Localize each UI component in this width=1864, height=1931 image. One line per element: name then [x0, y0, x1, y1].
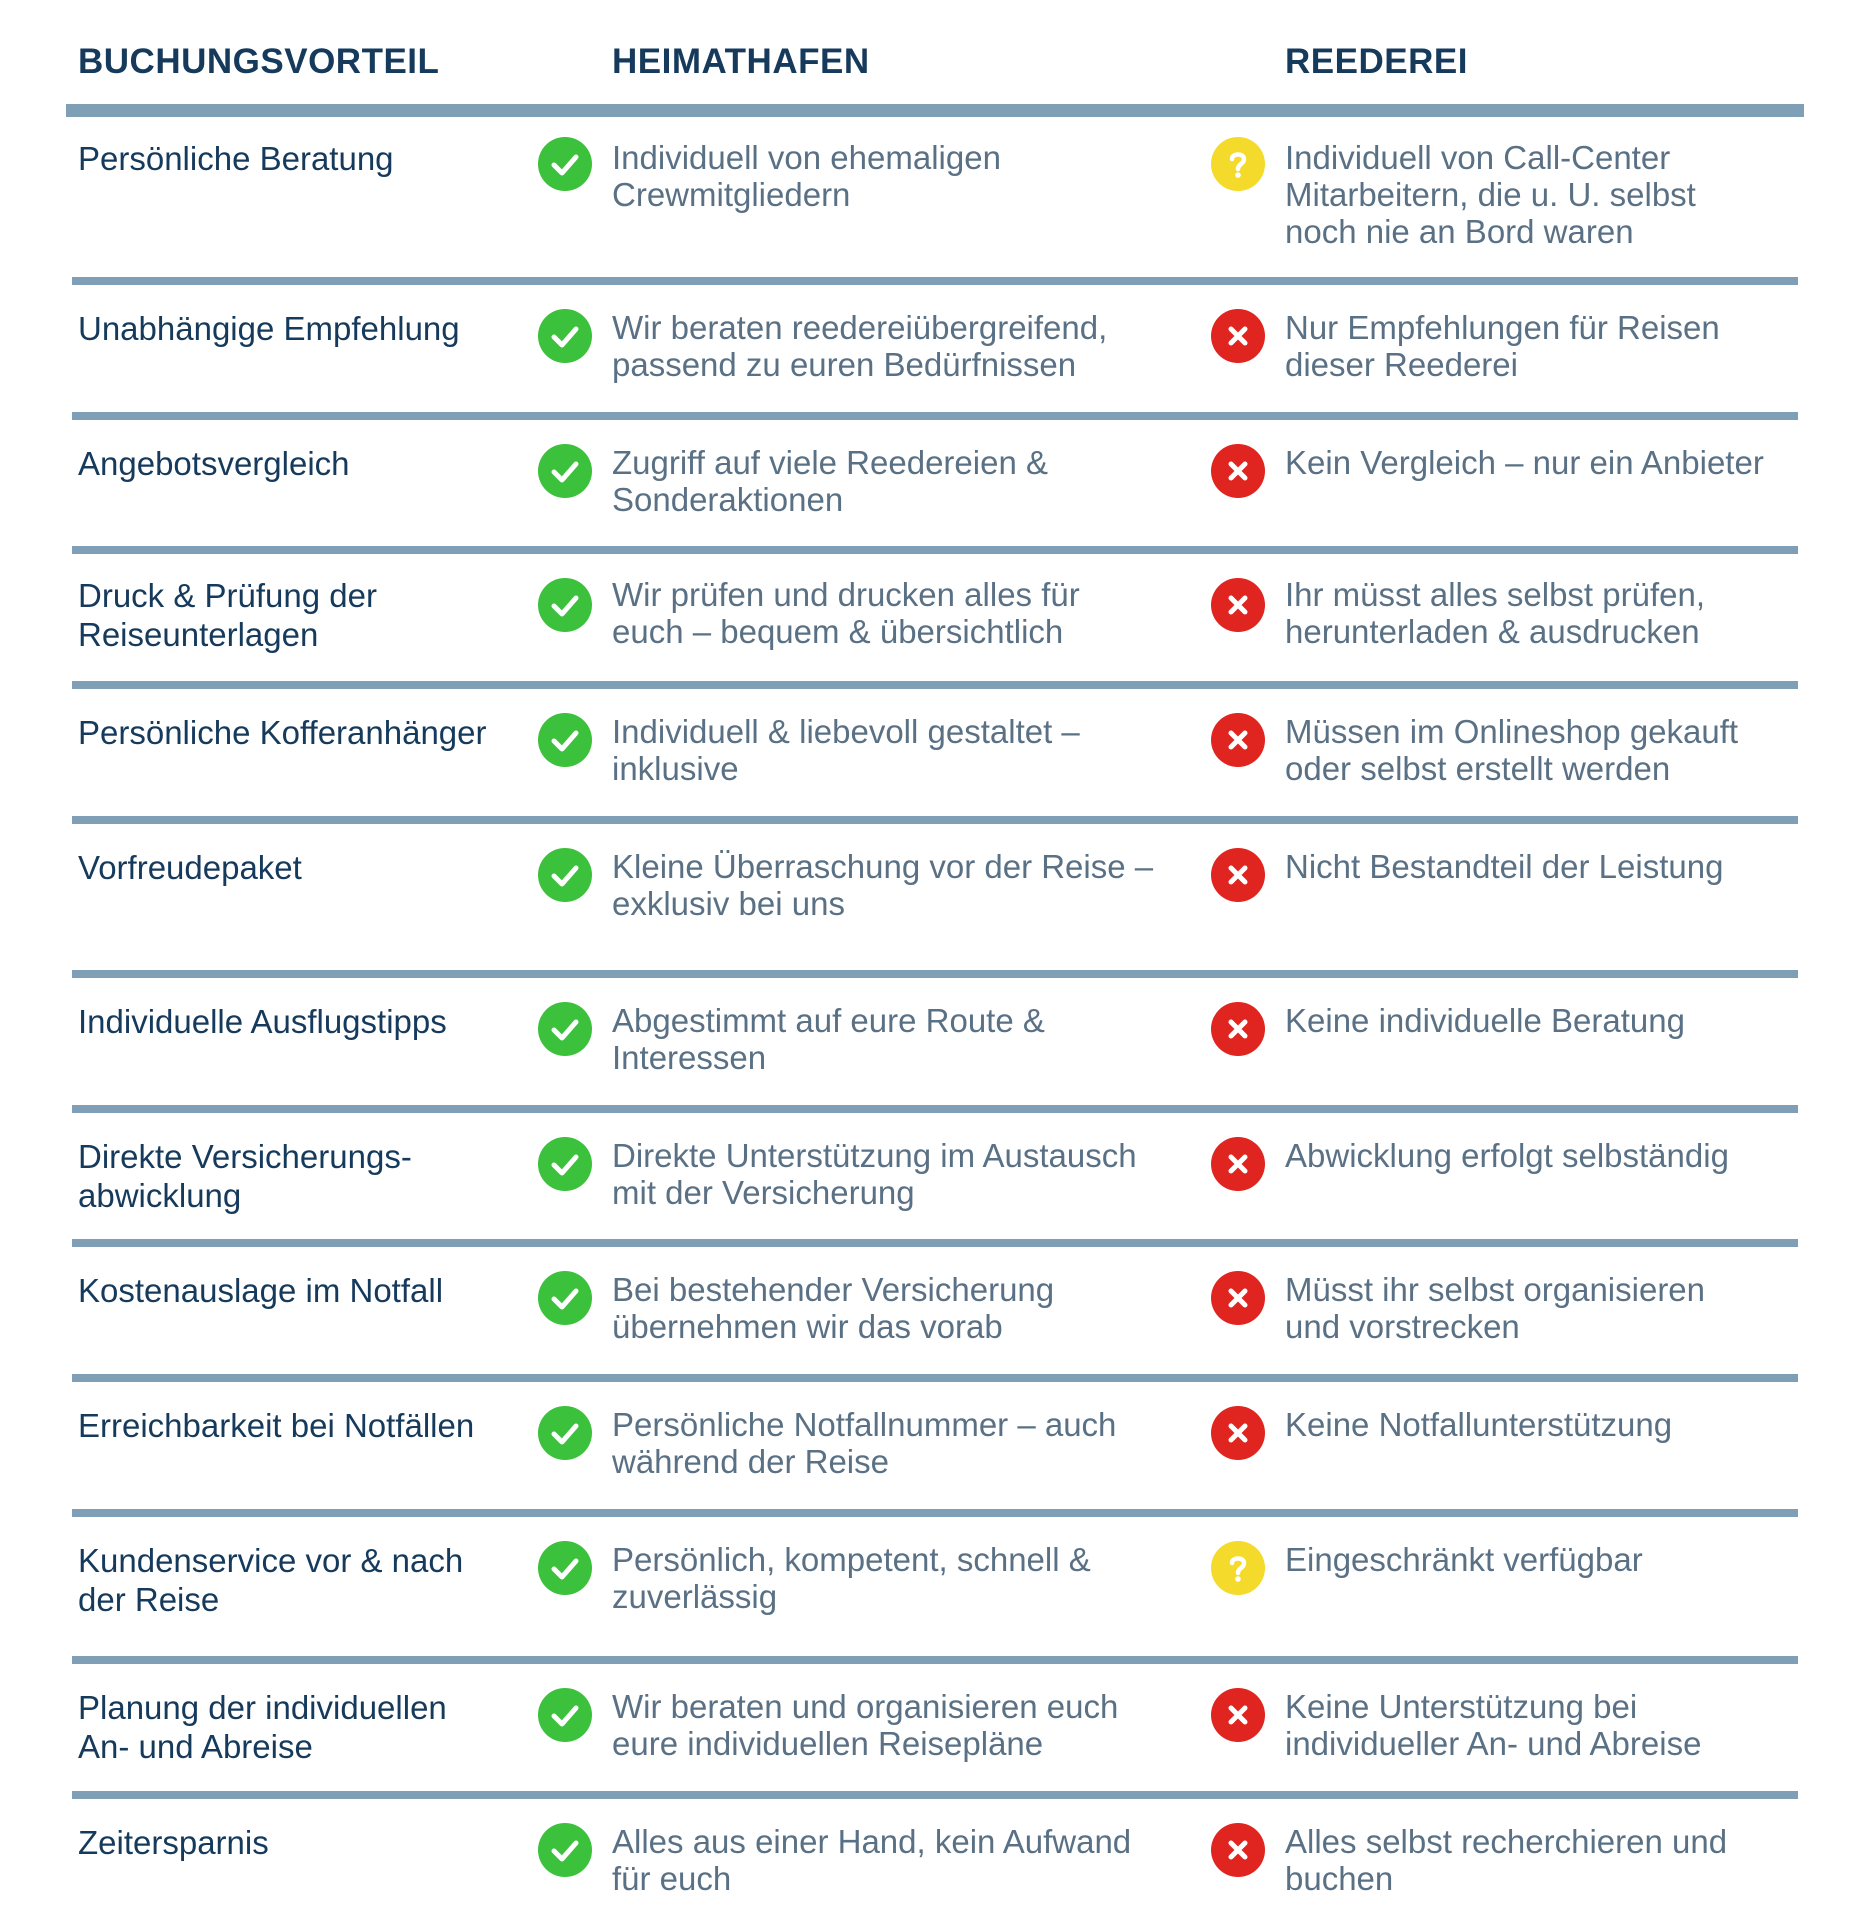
- reederei-description-line: Mitarbeitern, die u. U. selbst: [1285, 176, 1696, 213]
- benefit-label-line: Reiseunterlagen: [78, 616, 319, 653]
- heimathafen-description-line: Wir beraten reedereiübergreifend,: [612, 309, 1108, 346]
- reederei-description-line: Individuell von Call-Center: [1285, 139, 1671, 176]
- heimathafen-description-line: Zugriff auf viele Reedereien &: [612, 444, 1048, 481]
- table-header: [66, 0, 1804, 104]
- table-row: [72, 1517, 1798, 1664]
- benefit-label-line: Erreichbarkeit bei Notfällen: [78, 1407, 475, 1444]
- question-icon: [1211, 1541, 1265, 1595]
- check-icon: [538, 1137, 592, 1191]
- benefit-label: [78, 1137, 518, 1215]
- heimathafen-description-line: Wir beraten und organisieren euch: [612, 1688, 1119, 1725]
- question-icon: [1211, 137, 1265, 191]
- cross-icon: [1211, 713, 1265, 767]
- heimathafen-description: [612, 576, 1172, 650]
- reederei-description: [1285, 1406, 1805, 1443]
- heimathafen-description-line: euch – bequem & übersichtlich: [612, 613, 1064, 650]
- benefit-label-line: Persönliche Kofferanhänger: [78, 714, 487, 751]
- heimathafen-description-line: Abgestimmt auf eure Route &: [612, 1002, 1045, 1039]
- heimathafen-description: [612, 1406, 1172, 1480]
- cross-icon: [1211, 1688, 1265, 1742]
- reederei-description-line: oder selbst erstellt werden: [1285, 750, 1671, 787]
- benefit-label: [78, 1823, 518, 1862]
- benefit-label-line: abwicklung: [78, 1177, 242, 1214]
- table-row: [72, 1247, 1798, 1382]
- reederei-description-line: Keine individuelle Beratung: [1285, 1002, 1685, 1039]
- heimathafen-description: [612, 309, 1172, 383]
- header-heimathafen: HEIMATHAFEN: [612, 42, 870, 81]
- reederei-description-line: Eingeschränkt verfügbar: [1285, 1541, 1643, 1578]
- heimathafen-description-line: Kleine Überraschung vor der Reise –: [612, 848, 1154, 885]
- check-icon: [538, 1406, 592, 1460]
- benefit-label-line: Kostenauslage im Notfall: [78, 1272, 444, 1309]
- table-row: [72, 1113, 1798, 1247]
- reederei-description-line: Alles selbst recherchieren und: [1285, 1823, 1728, 1860]
- reederei-description: [1285, 309, 1805, 383]
- benefit-label-line: Persönliche Beratung: [78, 140, 394, 177]
- benefit-label-line: Zeitersparnis: [78, 1824, 269, 1861]
- heimathafen-description-line: exklusiv bei uns: [612, 885, 845, 922]
- reederei-description: [1285, 713, 1805, 787]
- check-icon: [538, 1688, 592, 1742]
- heimathafen-description: [612, 1002, 1172, 1076]
- cross-icon: [1211, 1271, 1265, 1325]
- heimathafen-description-line: Bei bestehender Versicherung: [612, 1271, 1055, 1308]
- heimathafen-description: [612, 1541, 1172, 1615]
- check-icon: [538, 444, 592, 498]
- table-row: [72, 978, 1798, 1113]
- check-icon: [538, 309, 592, 363]
- benefit-label: [78, 713, 518, 752]
- heimathafen-description: [612, 713, 1172, 787]
- benefit-label-line: Individuelle Ausflugstipps: [78, 1003, 447, 1040]
- reederei-description-line: noch nie an Bord waren: [1285, 213, 1634, 250]
- benefit-label: [78, 848, 518, 887]
- benefit-label-line: Planung der individuellen: [78, 1689, 447, 1726]
- heimathafen-description-line: Direkte Unterstützung im Austausch: [612, 1137, 1137, 1174]
- reederei-description: [1285, 1002, 1805, 1039]
- benefit-label: [78, 1541, 518, 1619]
- reederei-description: [1285, 139, 1805, 250]
- heimathafen-description-line: inklusive: [612, 750, 739, 787]
- check-icon: [538, 1002, 592, 1056]
- cross-icon: [1211, 1406, 1265, 1460]
- heimathafen-description-line: passend zu euren Bedürfnissen: [612, 346, 1077, 383]
- reederei-description: [1285, 1688, 1805, 1762]
- heimathafen-description-line: während der Reise: [612, 1443, 889, 1480]
- benefit-label-line: Druck & Prüfung der: [78, 577, 377, 614]
- cross-icon: [1211, 444, 1265, 498]
- table-row: [72, 117, 1798, 285]
- header-divider: [66, 104, 1804, 117]
- benefit-label: [78, 1271, 518, 1310]
- reederei-description-line: herunterladen & ausdrucken: [1285, 613, 1700, 650]
- table-body: [66, 117, 1804, 1931]
- reederei-description-line: und vorstrecken: [1285, 1308, 1520, 1345]
- reederei-description-line: Abwicklung erfolgt selbständig: [1285, 1137, 1729, 1174]
- heimathafen-description: [612, 139, 1172, 213]
- benefit-label: [78, 1002, 518, 1041]
- heimathafen-description-line: eure individuellen Reisepläne: [612, 1725, 1044, 1762]
- reederei-description-line: individueller An- und Abreise: [1285, 1725, 1702, 1762]
- heimathafen-description: [612, 848, 1172, 922]
- cross-icon: [1211, 1002, 1265, 1056]
- table-row: [72, 1799, 1798, 1931]
- benefit-label-line: An- und Abreise: [78, 1728, 313, 1765]
- reederei-description-line: Keine Notfallunterstützung: [1285, 1406, 1673, 1443]
- reederei-description-line: Kein Vergleich – nur ein Anbieter: [1285, 444, 1764, 481]
- reederei-description: [1285, 1137, 1805, 1174]
- comparison-table: [66, 0, 1804, 1897]
- reederei-description: [1285, 1823, 1805, 1897]
- benefit-label-line: Angebotsvergleich: [78, 445, 350, 482]
- heimathafen-description-line: zuverlässig: [612, 1578, 778, 1615]
- heimathafen-description-line: Interessen: [612, 1039, 767, 1076]
- check-icon: [538, 1271, 592, 1325]
- reederei-description-line: Müsst ihr selbst organisieren: [1285, 1271, 1706, 1308]
- check-icon: [538, 1823, 592, 1877]
- reederei-description-line: Müssen im Onlineshop gekauft: [1285, 713, 1739, 750]
- heimathafen-description-line: Persönliche Notfallnummer – auch: [612, 1406, 1117, 1443]
- table-row: [72, 1382, 1798, 1517]
- check-icon: [538, 578, 592, 632]
- benefit-label: [78, 139, 518, 178]
- benefit-label-line: Direkte Versicherungs-: [78, 1138, 412, 1175]
- benefit-label-line: Kundenservice vor & nach: [78, 1542, 464, 1579]
- heimathafen-description-line: Sonderaktionen: [612, 481, 844, 518]
- heimathafen-description-line: Alles aus einer Hand, kein Aufwand: [612, 1823, 1132, 1860]
- heimathafen-description-line: übernehmen wir das vorab: [612, 1308, 1003, 1345]
- benefit-label: [78, 1406, 518, 1445]
- reederei-description: [1285, 848, 1805, 885]
- check-icon: [538, 137, 592, 191]
- benefit-label: [78, 309, 518, 348]
- reederei-description-line: Ihr müsst alles selbst prüfen,: [1285, 576, 1706, 613]
- cross-icon: [1211, 848, 1265, 902]
- benefit-label-line: Unabhängige Empfehlung: [78, 310, 460, 347]
- heimathafen-description: [612, 1688, 1172, 1762]
- benefit-label-line: der Reise: [78, 1581, 220, 1618]
- reederei-description-line: Keine Unterstützung bei: [1285, 1688, 1638, 1725]
- reederei-description-line: Nur Empfehlungen für Reisen: [1285, 309, 1720, 346]
- cross-icon: [1211, 309, 1265, 363]
- heimathafen-description: [612, 1271, 1172, 1345]
- header-buchungsvorteil: BUCHUNGSVORTEIL: [78, 42, 440, 81]
- heimathafen-description-line: Wir prüfen und drucken alles für: [612, 576, 1080, 613]
- heimathafen-description-line: Individuell & liebevoll gestaltet –: [612, 713, 1080, 750]
- table-row: [72, 420, 1798, 554]
- reederei-description-line: dieser Reederei: [1285, 346, 1518, 383]
- heimathafen-description-line: Crewmitgliedern: [612, 176, 851, 213]
- reederei-description: [1285, 1541, 1805, 1578]
- header-reederei: REEDEREI: [1285, 42, 1468, 81]
- check-icon: [538, 713, 592, 767]
- table-row: [72, 554, 1798, 689]
- heimathafen-description-line: Persönlich, kompetent, schnell &: [612, 1541, 1091, 1578]
- cross-icon: [1211, 578, 1265, 632]
- reederei-description-line: buchen: [1285, 1860, 1394, 1897]
- check-icon: [538, 1541, 592, 1595]
- benefit-label: [78, 576, 518, 654]
- heimathafen-description-line: Individuell von ehemaligen: [612, 139, 1001, 176]
- reederei-description: [1285, 576, 1805, 650]
- table-row: [72, 1664, 1798, 1799]
- reederei-description: [1285, 444, 1805, 481]
- heimathafen-description: [612, 1823, 1172, 1897]
- table-row: [72, 689, 1798, 824]
- table-row: [72, 824, 1798, 978]
- reederei-description-line: Nicht Bestandteil der Leistung: [1285, 848, 1724, 885]
- heimathafen-description: [612, 1137, 1172, 1211]
- cross-icon: [1211, 1137, 1265, 1191]
- reederei-description: [1285, 1271, 1805, 1345]
- table-row: [72, 285, 1798, 420]
- cross-icon: [1211, 1823, 1265, 1877]
- heimathafen-description: [612, 444, 1172, 518]
- benefit-label: [78, 1688, 518, 1766]
- benefit-label: [78, 444, 518, 483]
- check-icon: [538, 848, 592, 902]
- heimathafen-description-line: für euch: [612, 1860, 732, 1897]
- heimathafen-description-line: mit der Versicherung: [612, 1174, 915, 1211]
- benefit-label-line: Vorfreudepaket: [78, 849, 302, 886]
